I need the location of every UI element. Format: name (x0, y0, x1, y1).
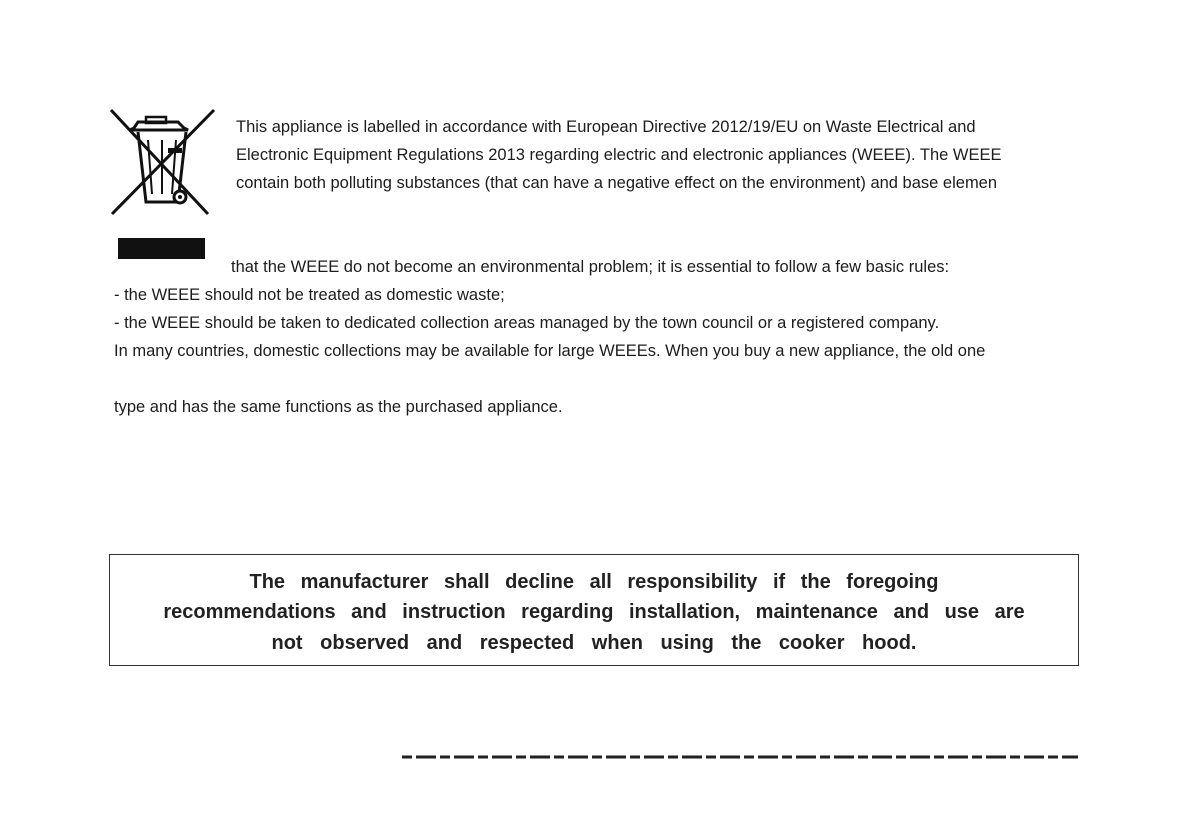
notice-line-2: recommendations and instruction regarding installation, maintenance and use are (163, 601, 1025, 623)
weee-collections-line: In many countries, domestic collections may be available for large WEEEs. When you buy a new appliance, the old one (114, 342, 986, 360)
notice-line-3: not observed and respected when using the cooker hood. (271, 632, 917, 654)
weee-rule-domestic-waste: - the WEEE should not be treated as domestic waste; (114, 286, 505, 304)
weee-paragraph-line-4: that the WEEE do not become an environmental problem; it is essential to follow a few basic rules: (231, 258, 950, 276)
weee-paragraph-line-2: Electronic Equipment Regulations 2013 regarding electric and electronic appliances (WEEE). The WEEE (236, 146, 1002, 164)
weee-paragraph-line-1: This appliance is labelled in accordance with European Directive 2012/19/EU on Waste Electrical and (236, 118, 976, 136)
crossed-out-wheelie-bin-icon (108, 108, 216, 218)
weee-rule-collection-areas: - the WEEE should be taken to dedicated collection areas managed by the town council or a registered company. (114, 314, 940, 332)
notice-line-1: The manufacturer shall decline all responsibility if the foregoing (249, 571, 939, 593)
weee-purchase-line: type and has the same functions as the purchased appliance. (114, 398, 563, 416)
weee-underline-bar (118, 238, 205, 259)
manufacturer-notice-box (109, 554, 1079, 666)
weee-paragraph-line-3: contain both polluting substances (that can have a negative effect on the environment) and base elemen (236, 174, 998, 192)
dashed-divider (400, 752, 1080, 762)
